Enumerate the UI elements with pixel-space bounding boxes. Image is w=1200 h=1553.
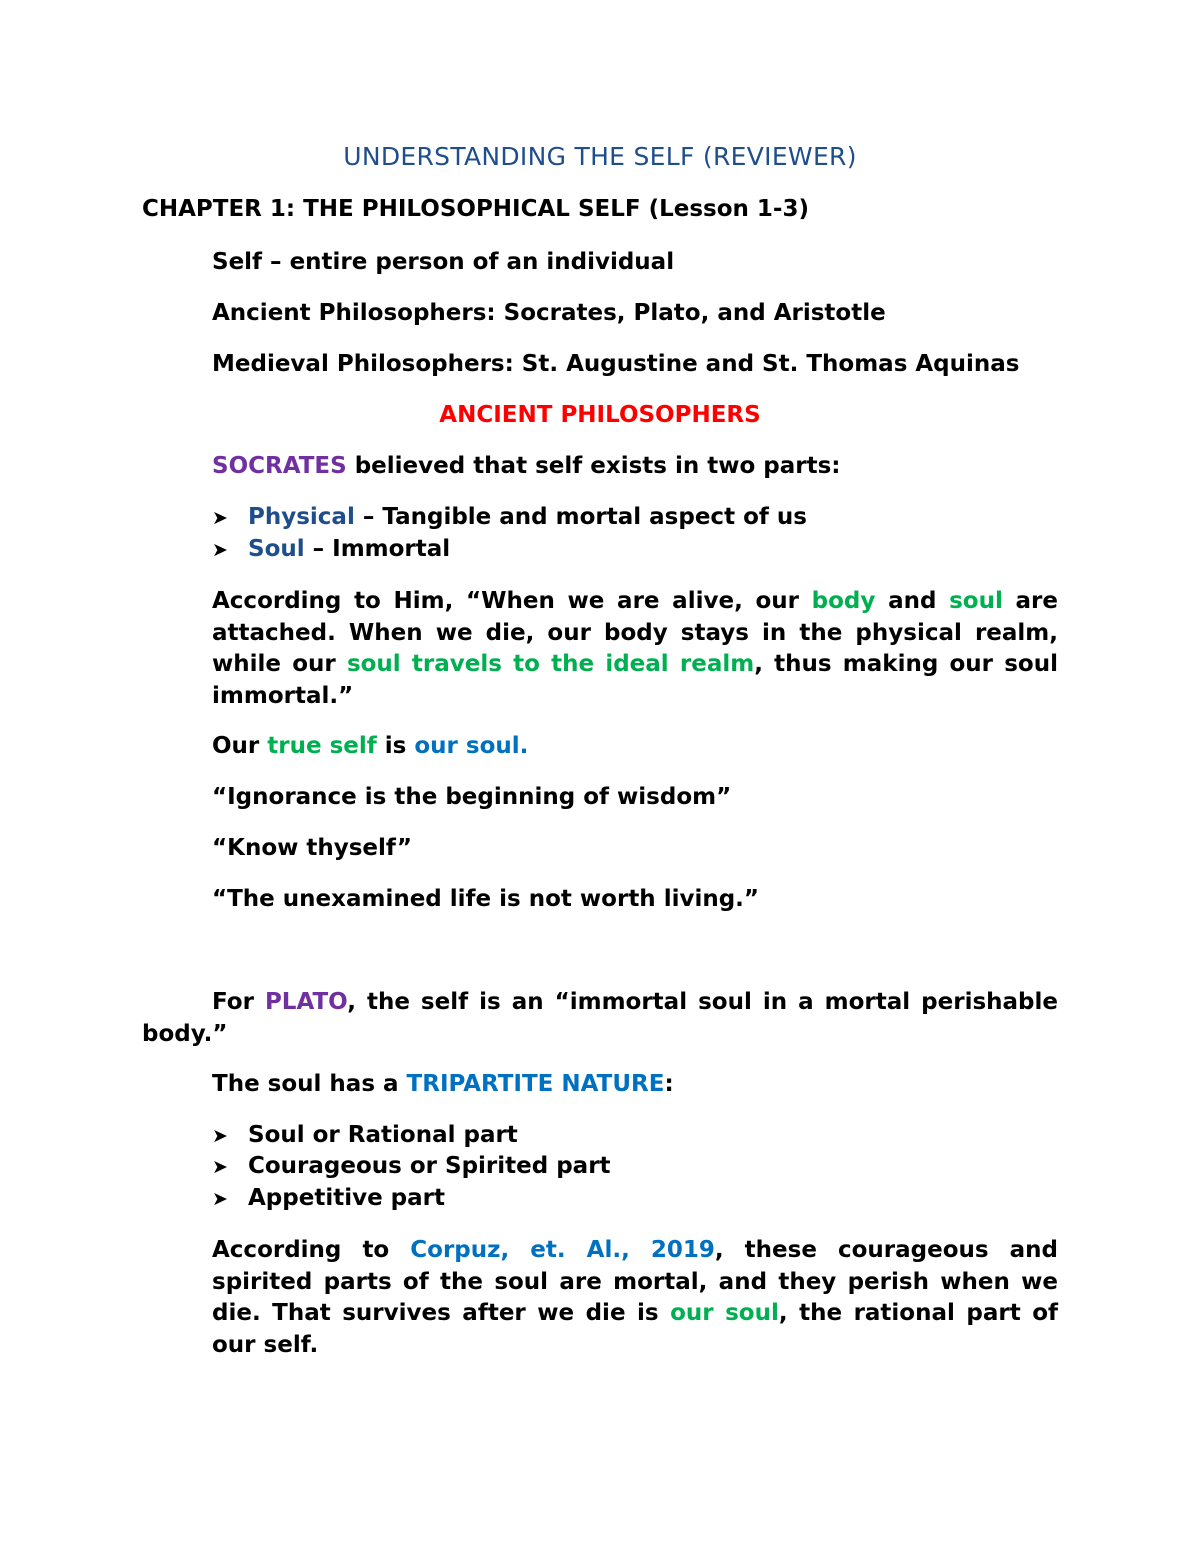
text-run: , these courageous and spirited parts of the soul are mortal, and they perish when we die. That survives after we die is xyxy=(212,1237,1058,1326)
text-run: : xyxy=(664,1071,674,1097)
socrates-quote-paragraph xyxy=(212,586,1058,712)
text-run: is xyxy=(376,733,415,759)
socrates-name: SOCRATES xyxy=(212,453,347,479)
text-run: , thus making our soul immortal.” xyxy=(212,651,1058,709)
tripartite-line xyxy=(212,1071,674,1097)
bullet-text xyxy=(248,504,807,530)
text-run: Our xyxy=(212,733,268,759)
section-heading: ANCIENT PHILOSOPHERS xyxy=(439,402,761,428)
highlight-our-soul: our soul xyxy=(670,1300,779,1326)
bullet-desc: – Tangible and mortal aspect of us xyxy=(354,504,807,530)
text-run: According to xyxy=(212,1237,411,1263)
text-run: According to Him, “When we are alive, our xyxy=(212,588,812,614)
saying: “Ignorance is the beginning of wisdom” xyxy=(212,784,732,810)
text-run: and xyxy=(875,588,950,614)
medieval-philosophers-list: Medieval Philosophers: St. Augustine and St. Thomas Aquinas xyxy=(212,351,1020,377)
text-run: , the rational part of our self. xyxy=(212,1300,1058,1358)
citation: Corpuz, et. Al., 2019 xyxy=(410,1237,715,1263)
saying: “The unexamined life is not worth living.” xyxy=(212,886,760,912)
arrow-bullet-icon: ➤ xyxy=(212,1125,228,1147)
highlight-tripartite: TRIPARTITE NATURE xyxy=(406,1071,665,1097)
text-run: The soul has a xyxy=(212,1071,407,1097)
bullet-text: Soul or Rational part xyxy=(248,1122,518,1148)
socrates-intro xyxy=(212,453,841,479)
arrow-bullet-icon: ➤ xyxy=(212,539,228,561)
bullet-term: Soul xyxy=(248,536,305,562)
highlight-soul-travels: soul travels to the ideal realm xyxy=(346,651,755,677)
highlight-soul: soul xyxy=(949,588,1003,614)
highlight-true-self: true self xyxy=(267,733,377,759)
text-run: , the self is an “immortal soul in a mortal perishable body.” xyxy=(142,989,1058,1047)
highlight-our-soul: our soul. xyxy=(414,733,529,759)
true-self-line xyxy=(212,733,528,759)
highlight-body: body xyxy=(811,588,876,614)
self-definition: Self – entire person of an individual xyxy=(212,249,675,275)
bullet-text xyxy=(248,536,450,562)
socrates-intro-text: believed that self exists in two parts: xyxy=(346,453,841,479)
arrow-bullet-icon: ➤ xyxy=(212,507,228,529)
ancient-philosophers-list: Ancient Philosophers: Socrates, Plato, and Aristotle xyxy=(212,300,886,326)
document-title: UNDERSTANDING THE SELF (REVIEWER) xyxy=(343,142,857,171)
plato-paragraph xyxy=(142,987,1058,1050)
arrow-bullet-icon: ➤ xyxy=(212,1188,228,1210)
text-run: For xyxy=(212,989,265,1015)
bullet-desc: – Immortal xyxy=(304,536,451,562)
chapter-heading: CHAPTER 1: THE PHILOSOPHICAL SELF (Lesson 1-3) xyxy=(142,196,809,222)
saying: “Know thyself” xyxy=(212,835,412,861)
arrow-bullet-icon: ➤ xyxy=(212,1156,228,1178)
bullet-text: Courageous or Spirited part xyxy=(248,1153,611,1179)
text-run: are attached. When we die, our body stays in the physical realm, while our xyxy=(212,588,1058,677)
bullet-term: Physical xyxy=(248,504,355,530)
plato-name: PLATO xyxy=(264,989,348,1015)
bullet-text: Appetitive part xyxy=(248,1185,446,1211)
corpuz-paragraph xyxy=(212,1235,1058,1361)
